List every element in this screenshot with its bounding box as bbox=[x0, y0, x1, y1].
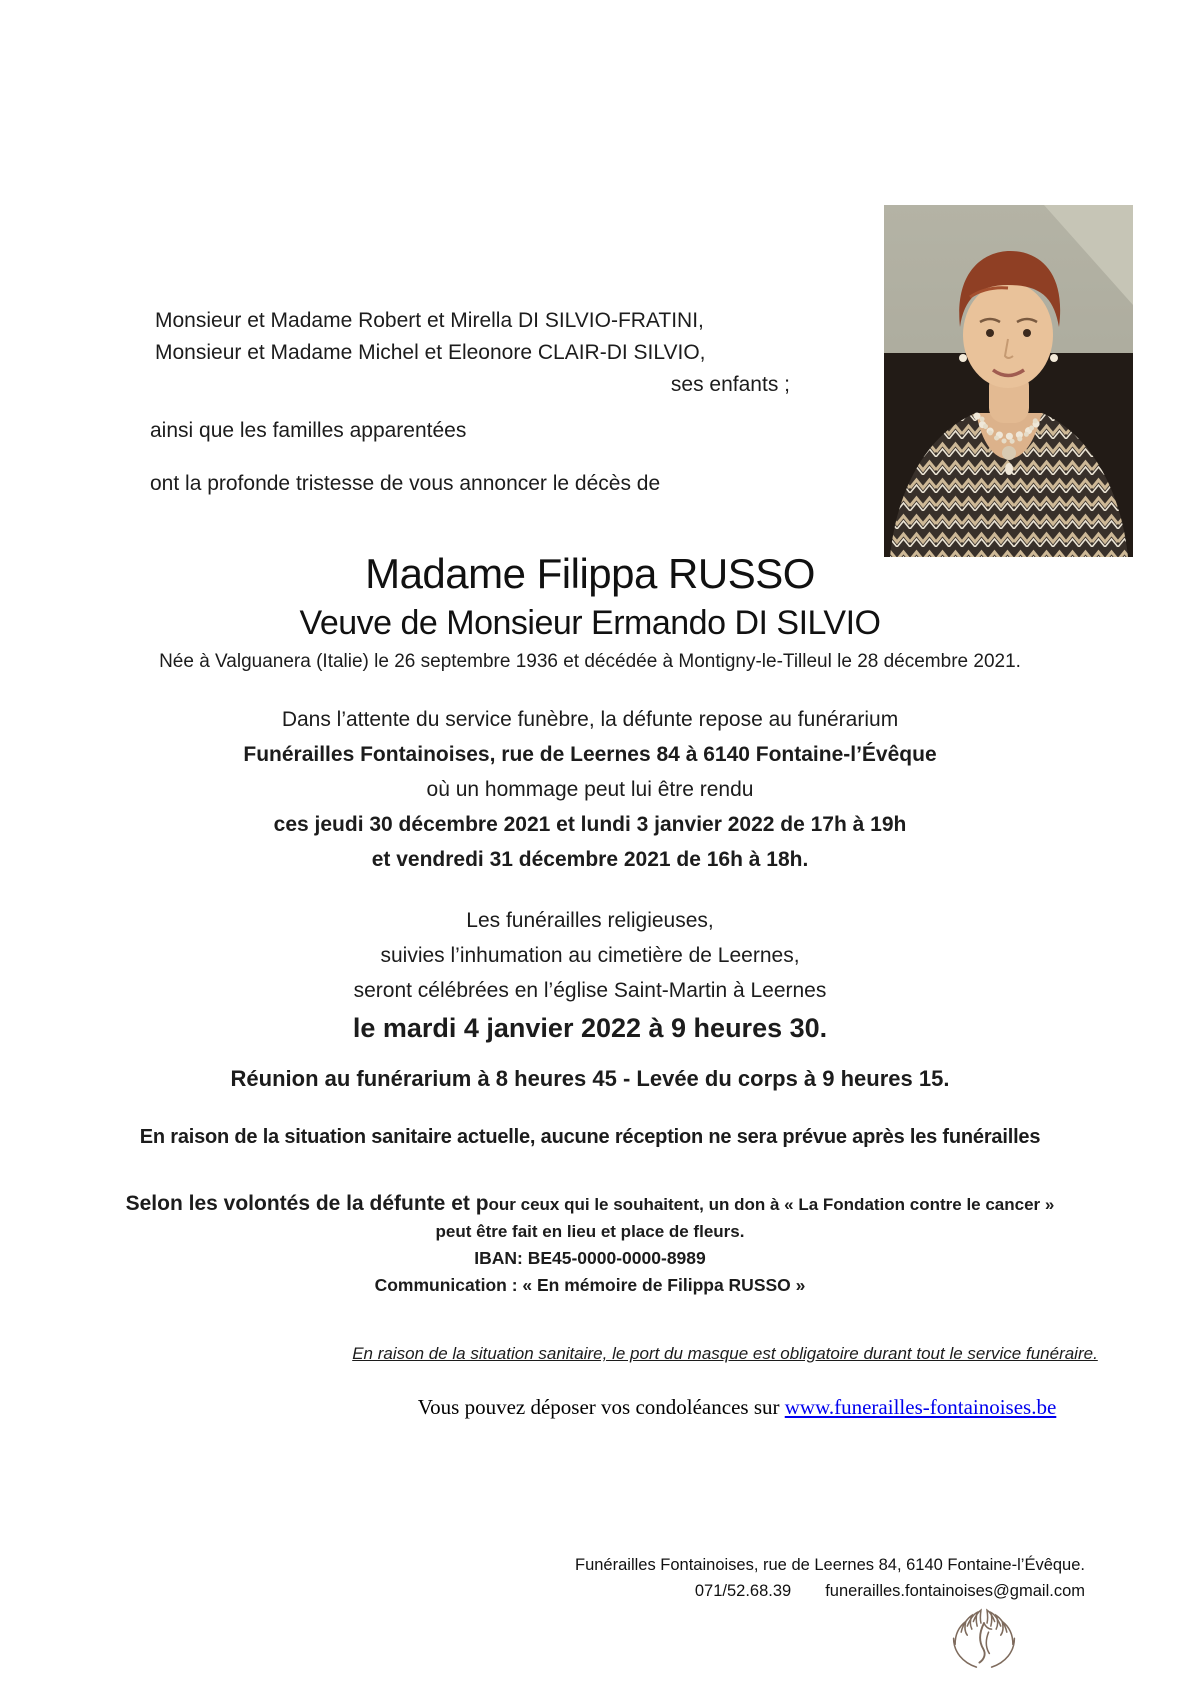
family-line: Monsieur et Madame Michel et Eleonore CLAIR-DI SILVIO, bbox=[155, 341, 706, 364]
donation-line-1 bbox=[0, 1190, 1180, 1218]
donation-block bbox=[0, 1190, 1180, 1299]
deceased-name-title: Madame Filippa RUSSO bbox=[365, 550, 815, 597]
family-line: Monsieur et Madame Robert et Mirella DI SILVIO-FRATINI, bbox=[155, 309, 704, 332]
deceased-subtitle: Veuve de Monsieur Ermando DI SILVIO bbox=[299, 604, 881, 642]
donation-line-2: peut être fait en lieu et place de fleurs. bbox=[435, 1222, 745, 1241]
donation-lead: Selon les volontés de la défunte et p bbox=[125, 1192, 489, 1215]
funerarium-address: Funérailles Fontainoises, rue de Leernes 84 à 6140 Fontaine-l’Évêque bbox=[243, 743, 937, 766]
meeting-line: Réunion au funérarium à 8 heures 45 - Levée du corps à 9 heures 15. bbox=[230, 1066, 950, 1091]
footer-contact-line bbox=[575, 1578, 1085, 1604]
ceremony-line: Les funérailles religieuses, bbox=[466, 909, 714, 932]
family-block bbox=[155, 305, 790, 401]
ceremony-line: suivies l’inhumation au cimetière de Leernes, bbox=[380, 944, 800, 967]
ceremony-date-line: le mardi 4 janvier 2022 à 9 heures 30. bbox=[352, 1013, 828, 1043]
footer-block bbox=[575, 1552, 1085, 1604]
mask-requirement-line: En raison de la situation sanitaire, le port du masque est obligatoire durant tout le service funéraire. bbox=[352, 1344, 1098, 1363]
funeral-home-logo bbox=[946, 1604, 1022, 1674]
footer-phone: 071/52.68.39 bbox=[694, 1582, 792, 1600]
dove-flame-icon bbox=[946, 1604, 1022, 1674]
footer-address: Funérailles Fontainoises, rue de Leernes 84, 6140 Fontaine-l’Évêque. bbox=[575, 1556, 1085, 1574]
condolences-line bbox=[337, 1395, 1137, 1420]
portrait-photo-image bbox=[884, 205, 1133, 557]
birth-death-line: Née à Valguanera (Italie) le 26 septembre 1936 et décédée à Montigny-le-Tilleul le 28 décembre 2021. bbox=[159, 651, 1021, 672]
visiting-hours-1: ces jeudi 30 décembre 2021 et lundi 3 janvier 2022 de 17h à 19h bbox=[273, 813, 907, 836]
covid-reception-line: En raison de la situation sanitaire actuelle, aucune réception ne sera prévue après les funérailles bbox=[139, 1126, 1041, 1148]
communication-line: Communication : « En mémoire de Filippa RUSSO » bbox=[374, 1275, 806, 1295]
iban-line: IBAN: BE45-0000-0000-8989 bbox=[474, 1248, 706, 1268]
footer-email: funerailles.fontainoises@gmail.com bbox=[825, 1582, 1085, 1600]
visiting-hours-2: et vendredi 31 décembre 2021 de 16h à 18h. bbox=[371, 848, 809, 871]
funerarium-block bbox=[0, 702, 1180, 877]
condolences-text: Vous pouvez déposer vos condoléances sur bbox=[417, 1395, 785, 1419]
children-label: ses enfants ; bbox=[670, 373, 790, 396]
condolences-website-link[interactable]: www.funerailles-fontainoises.be bbox=[784, 1395, 1057, 1419]
ceremony-block bbox=[0, 903, 1180, 1046]
related-families-line: ainsi que les familles apparentées bbox=[150, 419, 467, 442]
ceremony-line: seront célébrées en l’église Saint-Martin à Leernes bbox=[353, 979, 827, 1002]
donation-rest: our ceux qui le souhaitent, un don à « La Fondation contre le cancer » bbox=[488, 1195, 1055, 1214]
funerarium-homage: où un hommage peut lui être rendu bbox=[426, 778, 754, 801]
portrait-photo bbox=[884, 205, 1133, 557]
funerarium-intro: Dans l’attente du service funèbre, la défunte repose au funérarium bbox=[281, 708, 899, 731]
announcement-line: ont la profonde tristesse de vous annoncer le décès de bbox=[150, 472, 661, 495]
